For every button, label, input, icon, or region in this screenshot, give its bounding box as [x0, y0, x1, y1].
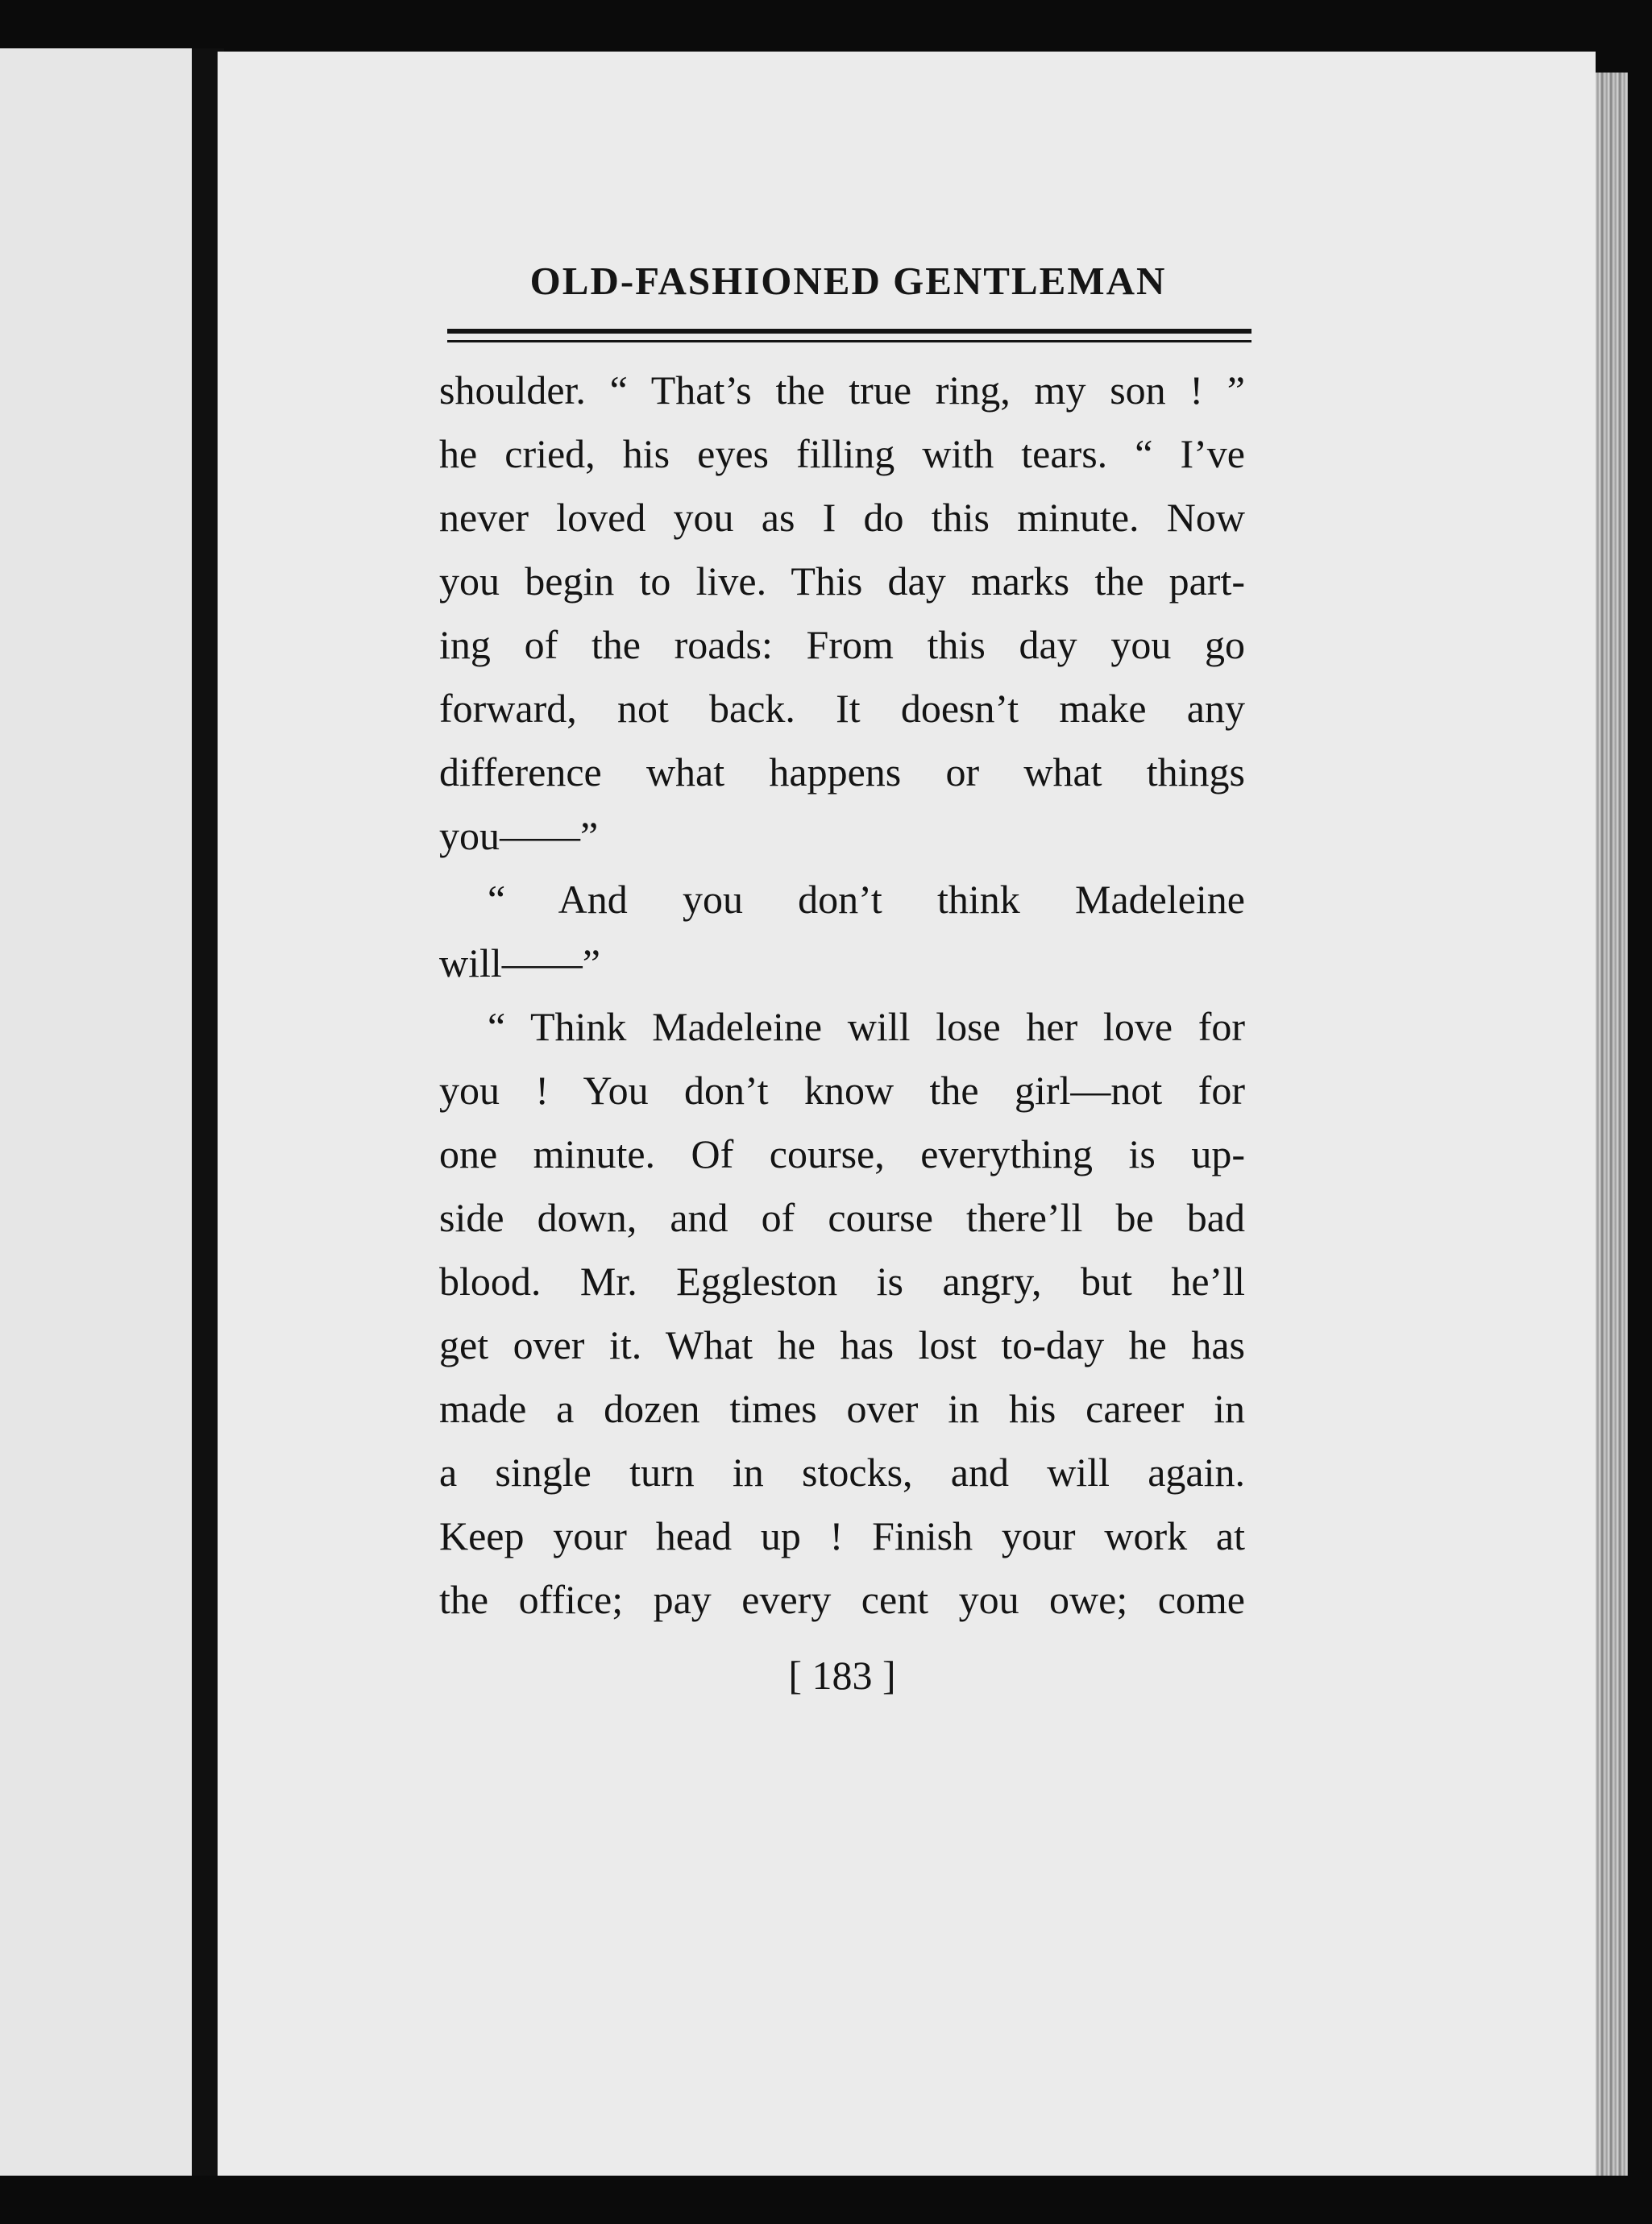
body-line: he cried, his eyes filling with tears. “ I’ve: [439, 431, 1245, 476]
body-line: you——”: [439, 813, 599, 858]
body-line: made a dozen times over in his career in: [439, 1386, 1245, 1431]
body-line: never loved you as I do this minute. Now: [439, 495, 1245, 540]
header-rule-thick: [447, 329, 1251, 334]
body-text: [439, 359, 1245, 1632]
body-line: get over it. What he has lost to-day he has: [439, 1322, 1245, 1367]
header-rule: [447, 329, 1251, 346]
body-line: you ! You don’t know the girl—not for: [439, 1068, 1245, 1113]
body-line: ing of the roads: From this day you go: [439, 622, 1245, 667]
body-line: side down, and of course there’ll be bad: [439, 1195, 1245, 1240]
page-fore-edge: [1596, 73, 1628, 2176]
body-line: will——”: [439, 940, 600, 985]
body-line: Keep your head up ! Finish your work at: [439, 1513, 1245, 1558]
header-rule-thin: [447, 340, 1251, 342]
body-line: difference what happens or what things: [439, 749, 1245, 795]
body-line: blood. Mr. Eggleston is angry, but he’ll: [439, 1259, 1245, 1304]
body-line: you begin to live. This day marks the part-: [439, 558, 1245, 604]
body-line: “ And you don’t think Madeleine: [488, 877, 1245, 922]
facing-page-edge: [0, 48, 192, 2176]
body-line: one minute. Of course, everything is up-: [439, 1131, 1245, 1176]
running-head: OLD-FASHIONED GENTLEMAN: [529, 259, 1167, 303]
body-line: forward, not back. It doesn’t make any: [439, 686, 1245, 731]
page-number: [ 183 ]: [788, 1653, 896, 1698]
body-line: shoulder. “ That’s the true ring, my son ! ”: [439, 367, 1245, 413]
body-line: the office; pay every cent you owe; come: [439, 1577, 1245, 1622]
body-line: “ Think Madeleine will lose her love for: [488, 1004, 1245, 1049]
body-line: a single turn in stocks, and will again.: [439, 1450, 1245, 1495]
